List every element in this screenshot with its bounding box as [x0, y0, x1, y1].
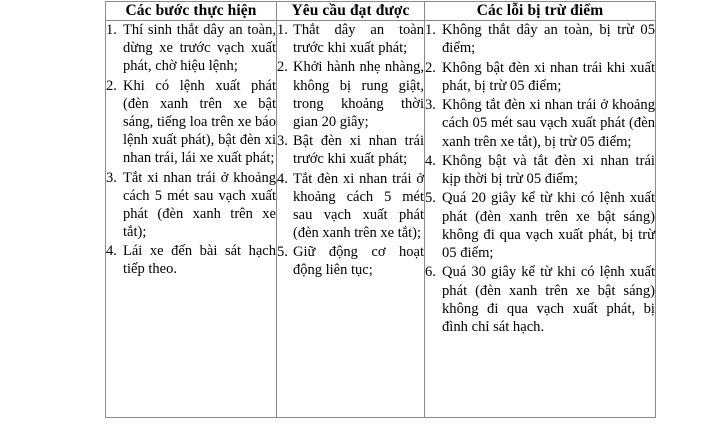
- cell-penalties: [425, 21, 656, 418]
- list-item-number: 1.: [277, 22, 288, 38]
- list-item: [425, 21, 655, 58]
- list-item-text: Không bật đèn xi nhan trái khi xuất phát, bị trừ 05 điểm;: [442, 59, 655, 94]
- list-item-number: 2.: [106, 77, 117, 94]
- cell-steps: [106, 21, 277, 418]
- column-header-requirements-label: Yêu cầu đạt được: [291, 2, 410, 19]
- steps-list: [106, 21, 276, 279]
- list-item-text: Khởi hành nhẹ nhàng, không bị rung giật, trong khoảng thời gian 20 giây;: [293, 59, 424, 130]
- list-item-number: 4.: [106, 243, 117, 260]
- list-item-text: Bật đèn xi nhan trái trước khi xuất phát;: [293, 133, 424, 168]
- list-item-number: 3.: [425, 97, 436, 114]
- list-item-number: 3.: [106, 169, 117, 186]
- list-item-text: Không tắt đèn xi nhan trái ở khoảng cách 05 mét sau vạch xuất phát (đèn xanh trên xe tắt), bị trừ 05 điểm;: [442, 97, 655, 150]
- list-item-number: 1.: [106, 22, 117, 38]
- cell-requirements: [277, 21, 425, 418]
- list-item-text: Tắt xi nhan trái ở khoảng cách 5 mét sau vạch xuất phát (đèn xanh trên xe tắt);: [123, 169, 276, 241]
- list-item-text: Tắt đèn xi nhan trái ở khoảng cách 5 mét sau vạch xuất phát (đèn xanh trên xe tắt);: [293, 170, 424, 242]
- list-item-text: Giữ động cơ hoạt động liên tục;: [293, 244, 424, 279]
- list-item-number: 5.: [425, 190, 436, 207]
- list-item: [106, 169, 276, 242]
- list-item-number: 2.: [425, 59, 436, 76]
- list-item: [277, 170, 424, 243]
- list-item: [106, 242, 276, 278]
- list-item: [277, 243, 424, 279]
- list-item-text: Thí sinh thắt dây an toàn, dừng xe trước vạch xuất phát, chờ hiệu lệnh;: [123, 22, 276, 75]
- list-item: [277, 21, 424, 57]
- list-item-number: 6.: [425, 264, 436, 281]
- list-item-text: Lái xe đến bài sát hạch tiếp theo.: [123, 243, 276, 278]
- exam-procedure-table: [105, 1, 656, 418]
- list-item: [106, 21, 276, 76]
- list-item: [425, 189, 655, 262]
- table-header-row-group: [106, 2, 656, 21]
- column-header-requirements: [277, 2, 425, 21]
- list-item-text: Không thắt dây an toàn, bị trừ 05 điểm;: [442, 22, 655, 57]
- table-body: [106, 21, 656, 418]
- list-item: [277, 58, 424, 131]
- list-item-text: Khi có lệnh xuất phát (đèn xanh trên xe bật sáng, tiếng loa trên xe báo lệnh xuất phát), bật đèn xi nhan trái, lái xe xuất phát;: [123, 77, 276, 167]
- list-item: [425, 96, 655, 151]
- list-item-text: Thắt dây an toàn trước khi xuất phát;: [293, 22, 424, 57]
- requirements-list: [277, 21, 424, 280]
- column-header-steps-label: Các bước thực hiện: [125, 2, 257, 19]
- list-item-text: Quá 30 giây kể từ khi có lệnh xuất phát (đèn xanh trên xe bật sáng) không đi qua vạch xuất phát, bị đình chỉ sát hạch.: [442, 264, 655, 336]
- column-header-penalties: [425, 2, 656, 21]
- list-item-number: 5.: [277, 244, 288, 261]
- list-item: [425, 263, 655, 336]
- table-header-row: [106, 2, 656, 21]
- list-item-number: 3.: [277, 133, 288, 150]
- list-item-number: 4.: [277, 170, 288, 187]
- table-row: [106, 21, 656, 418]
- list-item: [425, 152, 655, 189]
- list-item: [277, 132, 424, 168]
- list-item-text: Không bật và tắt đèn xi nhan trái kịp thời bị trừ 05 điểm;: [442, 152, 655, 188]
- list-item: [425, 59, 655, 96]
- column-header-steps: [106, 2, 277, 21]
- penalties-list: [425, 21, 655, 337]
- list-item-number: 4.: [425, 152, 436, 169]
- list-item: [106, 77, 276, 168]
- list-item-text: Quá 20 giây kể từ khi có lệnh xuất phát (đèn xanh trên xe bật sáng) không đi qua vạch xuất phát, bị trừ 05 điểm;: [442, 190, 655, 262]
- column-header-penalties-label: Các lỗi bị trừ điểm: [476, 2, 604, 19]
- list-item-number: 2.: [277, 59, 288, 76]
- list-item-number: 1.: [425, 22, 436, 38]
